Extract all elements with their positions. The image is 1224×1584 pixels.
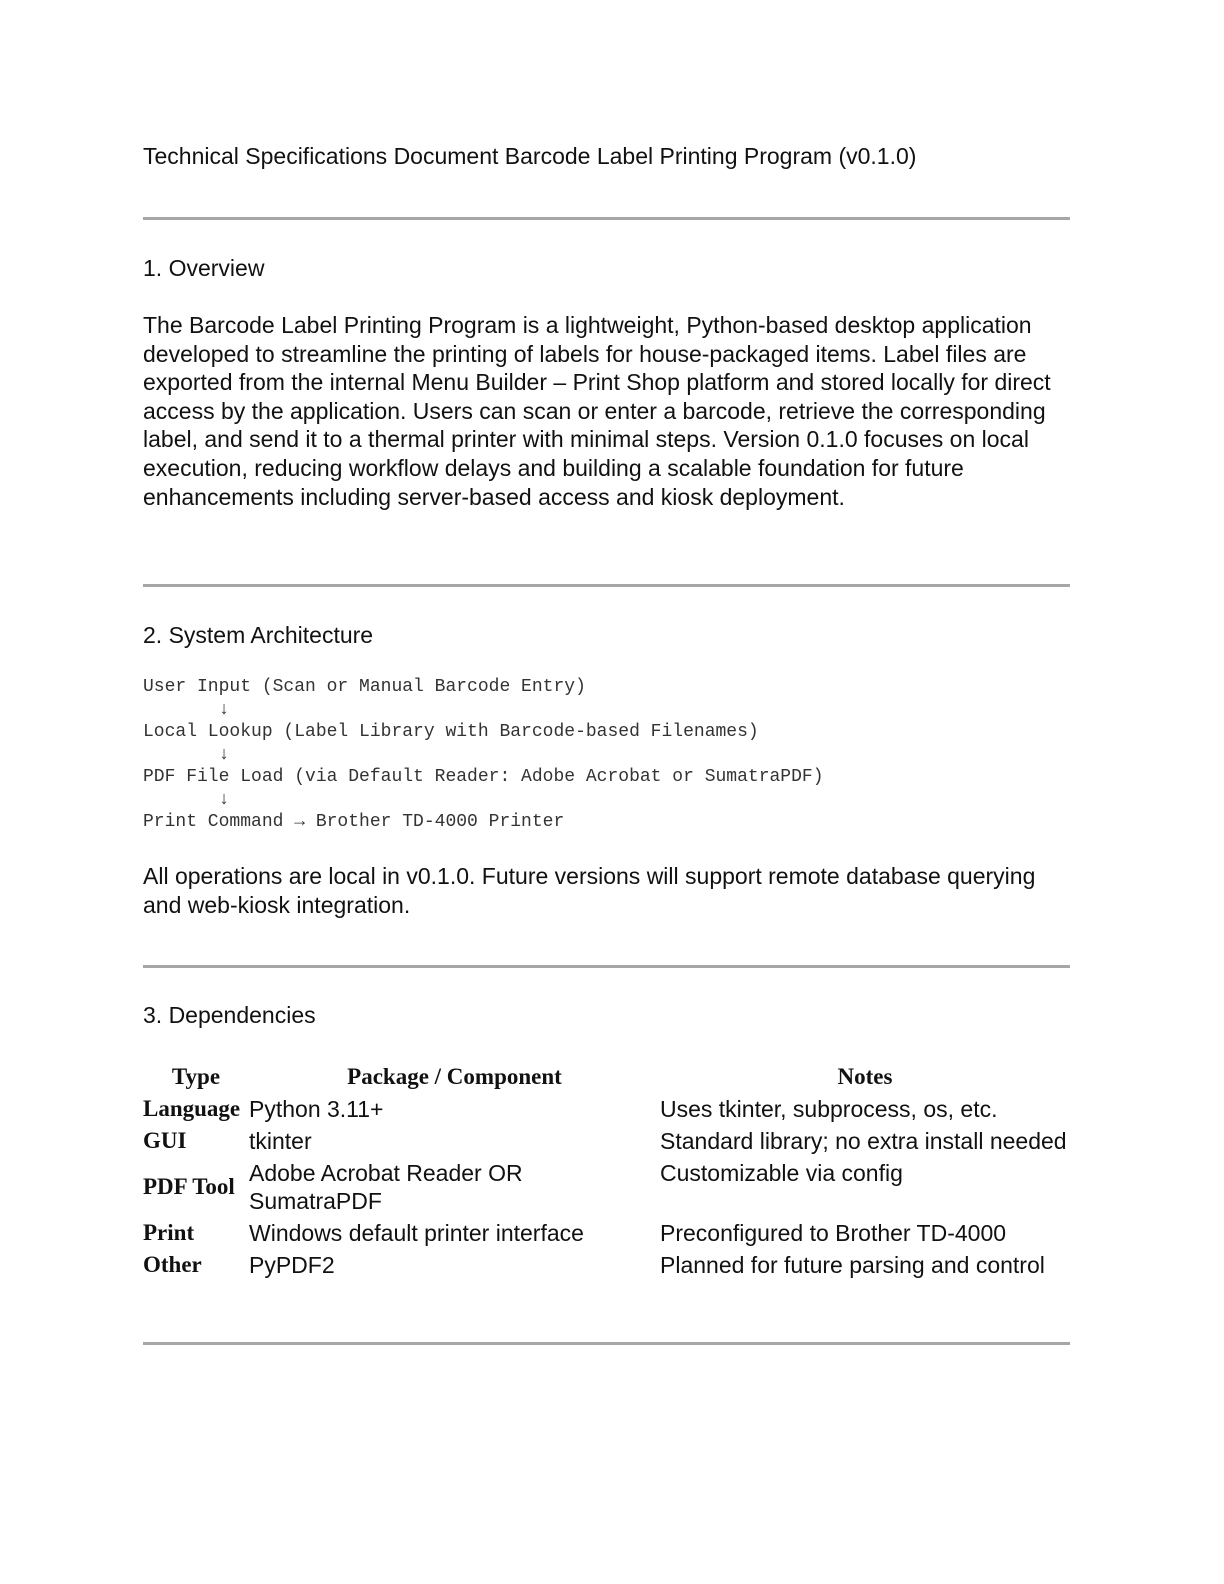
- cell-package: Python 3.11+: [249, 1096, 384, 1122]
- down-arrow-icon: ↓: [143, 699, 230, 720]
- section-heading-architecture: 2. System Architecture: [143, 622, 374, 648]
- document-title: Technical Specifications Document Barcode Label Printing Program (v0.1.0): [143, 143, 917, 169]
- table-row: [143, 1125, 1070, 1157]
- divider: [143, 217, 1070, 220]
- cell-notes: Planned for future parsing and control: [660, 1252, 1045, 1278]
- flow-step: Local Lookup (Label Library with Barcode-based Filenames): [143, 722, 759, 742]
- divider: [143, 584, 1070, 587]
- table-row: [143, 1249, 1070, 1281]
- cell-type: Language: [143, 1096, 241, 1121]
- cell-package: tkinter: [249, 1128, 312, 1154]
- cell-type: GUI: [143, 1128, 187, 1153]
- architecture-flow: [143, 676, 824, 834]
- table-row: [143, 1093, 1070, 1125]
- cell-notes: Preconfigured to Brother TD-4000: [660, 1220, 1007, 1246]
- section-heading-dependencies: 3. Dependencies: [143, 1002, 316, 1028]
- divider: [143, 965, 1070, 968]
- down-arrow-icon: ↓: [143, 744, 230, 765]
- dependencies-table: [143, 1061, 1070, 1281]
- flow-step: User Input (Scan or Manual Barcode Entry): [143, 677, 586, 697]
- section-heading-overview: 1. Overview: [143, 255, 265, 281]
- cell-type: Print: [143, 1220, 195, 1245]
- column-header-notes: Notes: [837, 1064, 893, 1089]
- overview-paragraph: The Barcode Label Printing Program is a lightweight, Python-based desktop application developed to streamline the printing of labels for house-packaged items. Label files are exported from the internal Menu Builder – Print Shop platform and stored locally for direct access by the application. Users can scan or enter a barcode, retrieve the corresponding label, and send it to a thermal printer with minimal steps. Version 0.1.0 focuses on local execution, reducing workflow delays and building a scalable foundation for future enhancements including server-based access and kiosk deployment.: [143, 312, 1051, 510]
- flow-step: Print Command → Brother TD-4000 Printer: [143, 812, 565, 832]
- table-header-row: [143, 1061, 1070, 1093]
- cell-notes: Standard library; no extra install needed: [660, 1128, 1067, 1154]
- cell-package: Windows default printer interface: [249, 1220, 584, 1246]
- cell-notes: Customizable via config: [660, 1160, 903, 1186]
- divider: [143, 1342, 1070, 1345]
- column-header-type: Type: [171, 1064, 221, 1089]
- cell-package: PyPDF2: [249, 1252, 335, 1278]
- architecture-note: All operations are local in v0.1.0. Future versions will support remote database querying and web-kiosk integration.: [143, 863, 1036, 918]
- column-header-package: Package / Component: [347, 1064, 562, 1089]
- table-row: [143, 1217, 1070, 1249]
- cell-type: PDF Tool: [143, 1174, 235, 1199]
- flow-step: PDF File Load (via Default Reader: Adobe Acrobat or SumatraPDF): [143, 767, 824, 787]
- table-row: [143, 1157, 1070, 1217]
- cell-type: Other: [143, 1252, 202, 1277]
- cell-package: Adobe Acrobat Reader OR SumatraPDF: [249, 1160, 523, 1214]
- cell-notes: Uses tkinter, subprocess, os, etc.: [660, 1096, 998, 1122]
- down-arrow-icon: ↓: [143, 789, 230, 810]
